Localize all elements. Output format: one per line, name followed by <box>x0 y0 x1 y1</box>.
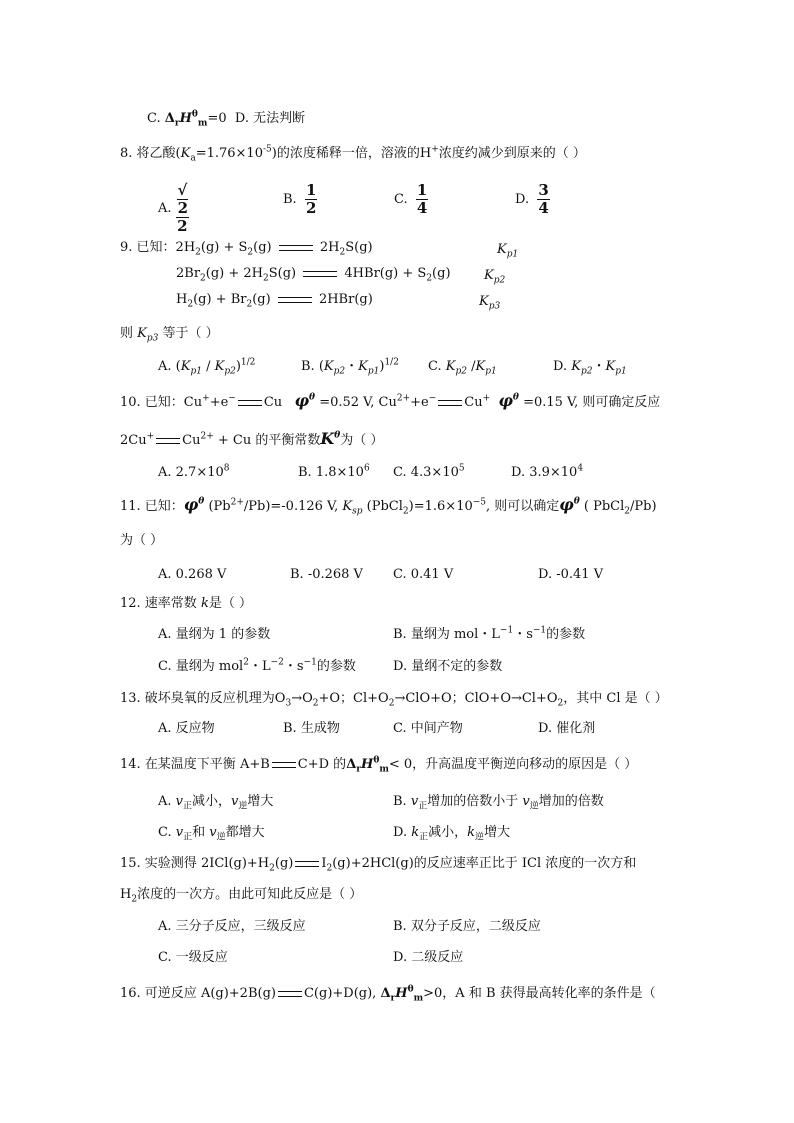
q10-option-b: B. $1.8\times 10^6$ <box>298 463 370 480</box>
q12-option-d: D. 量纲不定的参数 <box>393 659 503 674</box>
q13-stem: 13. 破坏臭氧的反应机理为$O_3\to O_2+O$；$Cl+O_2\to ClO+O$；$ClO+O\to Cl+O_2$，其中 Cl 是（ ） <box>120 691 668 709</box>
q15-option-d: D. 二级反应 <box>393 950 464 965</box>
q10-option-d: D. $3.9\times 10^4$ <box>511 463 584 480</box>
q12-option-c: C. 量纲为 mol$^2$・$L^{-2}$・$s^{-1}$的参数 <box>158 657 356 674</box>
q8-stem: 8. 将乙酸$(K_a=1.76\times 10^{-5})$的浓度稀释一倍，溶液的H+浓度约减少到原来的（ ） <box>120 144 586 164</box>
q9-kp2: $K_{p2}$ <box>484 268 506 286</box>
q11-option-a: A. 0.268 V <box>158 567 227 582</box>
q7-options: C. $\Delta_rH^\theta_m=0$ D. 无法判断 <box>147 109 306 129</box>
q8-option-a: A. √ 2 2 <box>158 181 189 235</box>
q11-stem-line2: 为（ ） <box>120 533 164 548</box>
q15-option-a: A. 三分子反应，三级反应 <box>158 919 306 934</box>
q14-stem: 14. 在某温度下平衡 A+B C+D 的$\Delta_rH^\theta_m< 0$，升高温度平衡逆向移动的原因是（ ） <box>120 755 638 775</box>
q8-option-c: C. $\frac{1}{4}$ <box>394 181 428 217</box>
q12-option-a: A. 量纲为 1 的参数 <box>158 627 271 642</box>
q14-option-a: A. $v_正$减小，$v_逆$增大 <box>158 794 274 812</box>
q9-option-b: B. ($K_{p2}$・$K_{p1})^{1/2}$ <box>301 357 399 377</box>
delta-r-h-m-symbol: $\Delta_rH^\theta_m$ <box>164 109 208 129</box>
q9-kp1: $K_{p1}$ <box>497 242 519 260</box>
q16-stem: 16. 可逆反应 A(g)+2B(g) C(g)+D(g), $\Delta_rH^\theta_m>0$，A 和 B 获得最高转化率的条件是（ <box>120 984 656 1004</box>
q11-stem: 11. 已知：$\varphi^\theta$ $(Pb^{2+}/Pb)=-0.126$ V, $K_{sp}$ $(PbCl_2)=1.6\times 10^{-5}$, 则可以确定$\varphi^\theta$ ( PbCl$_2$/Pb) <box>120 495 657 517</box>
q15-stem: 15. 实验测得 $2ICl(g)+H_2(g)$ $I_2(g)+2HCl(g)$的反应速率正比于 ICl 浓度的一次方和 <box>120 856 637 874</box>
q9-reaction-2: $2Br_2(g) + 2H_2S(g) 4HBr(g) + S_2(g)$ <box>176 266 451 284</box>
q9-reaction-1: 9. 已知：$2H_2(g) + S_2(g)$ $2H_2S(g)$ <box>120 240 373 258</box>
q15-option-b: B. 双分子反应，二级反应 <box>393 919 541 934</box>
q9-reaction-3: $H_2(g) + Br_2(g)$ 2HBr(g) <box>176 292 373 310</box>
q13-option-b: B. 生成物 <box>283 721 340 736</box>
q8-option-d: D. $\frac{3}{4}$ <box>515 181 549 217</box>
q15-option-c: C. 一级反应 <box>158 950 228 965</box>
q13-option-d: D. 催化剂 <box>538 721 596 736</box>
q8-option-b: B. $\frac{1}{2}$ <box>283 181 317 217</box>
q9-option-d: D. $K_{p2}$・$K_{p1}$ <box>553 359 627 377</box>
q12-option-b: B. 量纲为 mol・$L^{-1}$・$s^{-1}$的参数 <box>393 625 586 642</box>
q9-option-a: A. $(K_{p1} / K_{p2})^{1/2}$ <box>158 357 256 377</box>
phi-standard-symbol: $\varphi^\theta$ <box>294 391 316 410</box>
q10-option-c: C. $4.3\times 10^5$ <box>393 463 465 480</box>
q14-option-b: B. $v_正$增加的倍数小于 $v_逆$增加的倍数 <box>393 794 604 812</box>
q10-stem-line2: 2Cu+ $Cu^{2+} + Cu$ 的平衡常数$K^\theta$为（ ） <box>120 429 384 448</box>
q10-stem: 10. 已知：Cu++e− Cu $\varphi^\theta =0.52$ V, $Cu^{2+}+e^-$ Cu+ $\varphi^\theta =0.15$ V, 则可确定反应 <box>120 391 661 410</box>
q11-option-c: C. 0.41 V <box>393 567 454 582</box>
q13-option-c: C. 中间产物 <box>393 721 463 736</box>
q15-stem-line2: $H_2$浓度的一次方。由此可知此反应是（ ） <box>120 887 363 905</box>
q10-option-a: A. $2.7\times 10^8$ <box>158 463 230 480</box>
k-standard-symbol: $K^\theta$ <box>320 429 341 448</box>
q11-option-b: B. -0.268 V <box>290 567 363 582</box>
q13-option-a: A. 反应物 <box>158 721 215 736</box>
q9-option-c: C. $K_{p2}$ $/K_{p1}$ <box>428 359 497 377</box>
q11-option-d: D. -0.41 V <box>538 567 604 582</box>
q14-option-c: C. $v_正$和 $v_逆$都增大 <box>158 825 265 843</box>
q12-stem: 12. 速率常数 k是（ ） <box>120 596 252 611</box>
q9-kp3: $K_{p3}$ <box>479 294 501 312</box>
q9-question: 则 $K_{p3}$ 等于（ ） <box>120 326 219 344</box>
q14-option-d: D. $k_正$减小，$k_逆$增大 <box>393 825 511 843</box>
